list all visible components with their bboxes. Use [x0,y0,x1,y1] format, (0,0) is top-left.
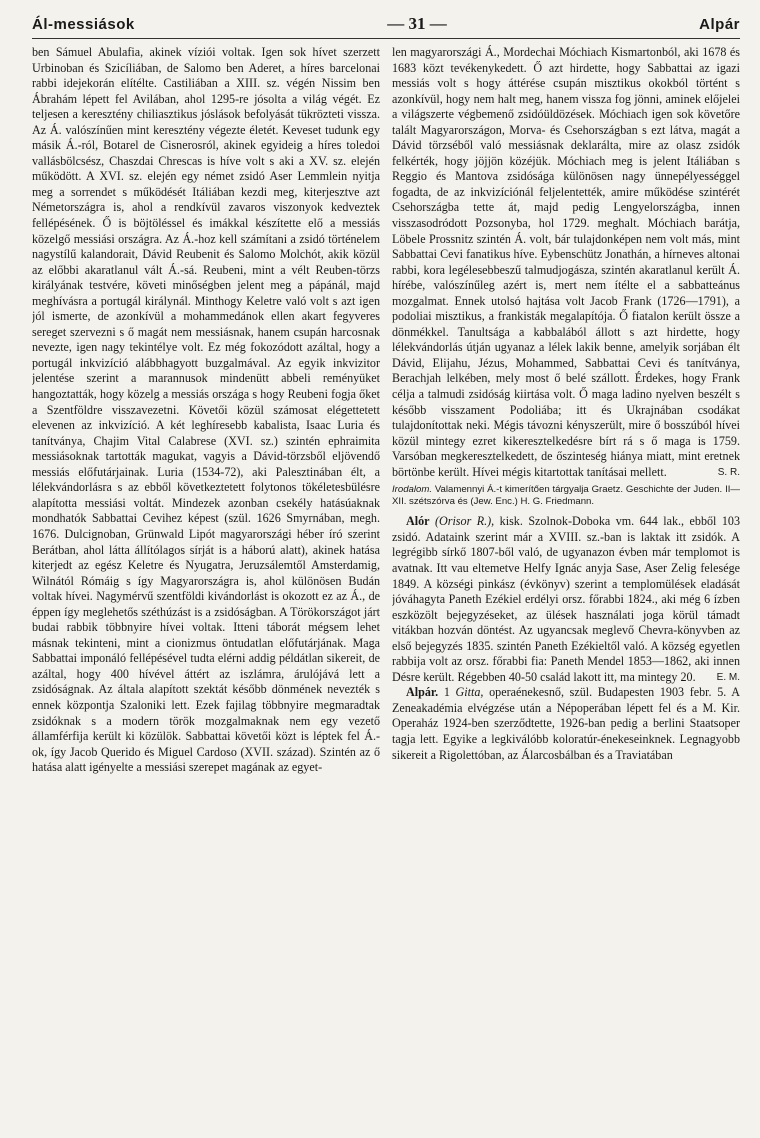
entry-alpar-num: 1 [443,685,450,700]
literature-note [392,484,740,508]
entry-alpar-alias: Gitta, [455,685,484,700]
literature-label: Irodalom. [392,484,432,496]
article-continuation-text: len magyarországi Á., Mordechai Móchiach Kismartonból, aki 1678 és 1683 közt tevékenykedett. Ő azt hirdette, hogy Sabbattai az igazi messiás volt s hogy áttérése csupán misztikus okokból történt s azonkívül, hogy nem halt meg, hanem vissza fog jönni, aminek előjelei a világszerte végbemenő zsidóüldözések. Móchiach igen sok követőre talált Magyarországon, Morva- és Csehországban s ezt látva, magát a Dávid törzséből való messiásnak deklarálta, mire az olasz zsidók felkérték, hogy jöjjön közéjük. Móchiach meg is jelent Itáliában s Reggio és Mantova zsidósága különösen nagy ünnepélyességgel fogadta, de az inkvizíciónál feljelentették, amire működése szintérét Csehországba tette át, majd pedig Lengyelországba, innen visszasodródott Pozsonyba, hol 1729. meghalt. Móchiach barátja, Löbele Prossnitz szintén Á. volt, bár tulajdonképen nem volt más, mint Sabbattai Cevi fanatikus híve. Eybenschütz Jonathán, a hírneves altonai rabbi, kora legélesebbeszű talmudjogásza, szintén akaratlanul került Á. hírébe, valószínűleg azért is, mert nem ítélte el a sabbatteánus mozgalmat. Ennek utolsó hajtása volt Jacob Frank (1726—1791), a podoliai misztikus, a frankisták megalapítója. Ő fiatalon került össze a dönmékkel. Tanultsága a kabbalából állott s azt hirdette, hogy lélekvándorlás útján ugyanaz a lélek lakik benne, amelyik sorjában élt Dávid, Elijahu, Jézus, Mohammed, Sabbattai Cevi és tanítványa, Berachjah lelkében, mely most ő belé szállott. Érdekes, hogy Frank célja a talmudi zsidóság kiirtása volt. Ő maga ladino nyelven beszélt s később visszament Podoliába; itt és Ukrajnában csodákat tulajdonítottak neki. Mégis távozni kényszerült, mire ő bosszúból hívei közül mintegy ezret kikeresztelkedésre bírt rá s ő maga is 1759. Varsóban megkeresztelkedett, de őszinteség hiánya miatt, mint eretnek börtönbe került. Hívei mégis kitartottak tanításai mellett. [392,45,740,479]
entry-alpar [392,685,740,763]
running-header [32,14,740,39]
entry-alpar-text: operaénekesnő, szül. Budapesten 1903 febr. 5. A Zeneakadémia elvégzése után a Népoperában lépett fel és a M. Kir. Operaház 1924-ben szerződtette, 1926-ban pedig a berlini Staatsoper tagja lett. Egyike a legkiválóbb koloratúr-énekeseinknek. Legnagyobb sikereit a Rigolettóban, az Álarcosbálban és a Traviatában [392,685,740,762]
entry-alpar-head: Alpár. [406,685,439,700]
text-columns [32,45,740,776]
entry-alor-text: kisk. Szolnok-Doboka vm. 644 lak., ebből 103 zsidó. Adataink szerint már a XVIII. sz.-ban is laktak itt zsidók. A legrégibb sírkő 1807-ből való, de ugyanazon évben már templomot is avatnak. Itt vau eltemetve Helfy Ignác anyja Sase, Aser Zelig felesége 1849. A községi pinkász (évkönyv) szerint a templomülések eladását jóváhagyta Paneth Ezékiel erdélyi orsz. főrabbi 1824., aki még 6 ízben eszközölt bejegyzéseket, az ülések használati joga körül támadt vitákban hozván döntést. Az ugyancsak meglevő Chevra-könyvben az első bejegyzés 1835. szintén Paneth Ezékieltől való. A község egyetlen rabbija volt az orsz. főrabbi fia: Paneth Mendel 1853—1862, aki innen Désre került. Régebben 40-50 család lakott itt, ma mintegy 20. [392,514,740,684]
entry-alor-alias: (Orisor R.), [434,514,495,529]
article-continuation [392,45,740,480]
literature-text: Valamennyi Á.-t kimerítően tárgyalja Graetz. Geschichte der Juden. II—XII. szétszórva és (Jew. Enc.) H. G. Friedmann. [392,484,740,508]
entry-alor-head: Alór [406,514,430,529]
header-left-keyword: Ál-messiások [32,16,135,33]
right-column [392,45,740,776]
page-number: — 31 — [387,14,447,33]
entry-alor [392,514,740,685]
left-column-text: ben Sámuel Abulafia, akinek víziói voltak. Igen sok hívet szerzett Urbinoban és Szicíliában, de Salomo ben Aderet, a híres barcelonai rabbi idejekorán elítélte. Castiliában a XIII. sz. végén Nissim ben Ábrahám lépett fel Avilában, ahol 1295-re jósolta a világ végét. Ez teljesen a keresztény chiliasztikus jóslások befolyását tükrözteti vissza. Az Á. valószínűen mint keresztény végezte életét. Keveset tudunk egy másik Á.-ról, Botarel de Cisnerosról, akinek egyideig a híres toledoi vallásbölcsész, Chaszdai Chrescas is híve volt s aki a XV. sz. elején működött. A XVI. sz. elején egy német zsidó Aser Lemmlein nyitja meg a sorrendet s működését Itáliában kezdi meg, kiterjesztve azt Németországra is, ahol a rendkívül zavaros viszonyok kedveztek fellépésének. Ő is böjtöléssel és imákkal készítette elő a messiás közelgő messiási országra. Az Á.-hoz kell számítani a zsidó történelem nagystílű kalandorait, Dávid Reubenit és Salomo Molchót, akik közül az előbbi akaratlanul vált Á.-sá. Reubeni, mint a vélt Reuben-törzs királyának testvére, követi minőségben jelent meg a pápánál, majd meghívásra a portugál királynál. Minthogy Keletre való volt s azt igen jól ismerte, de azonkívül a mohammedánok ellen akart fegyveres sereget szervezni s ő magát nem messiásnak, hanem csupán harcosnak nevezte, igen nagy tekintélye volt. Ez még fokozódott azáltal, hogy a portugál inkvizíció alábbhagyott buzgalmával. Az egyik inkvizitor jelentése szerint a marannusok mindenütt abbeli reményüket hangoztatták, hogy közelg a messiás országa s hogy Reubeni fogja őket a Szentföldre visszavezetni. Követői közül számosat elégettetett elevenen az inkvizíció. A két leghíresebb kabalista, Isaac Luria és tanítványa, Chajim Vital Calabrese (XVI. sz.) szintén ephraimita messiásoknak tartották magukat, vagyis a Dávid-törzsből eljövendő messiás előfutárjainak. Luria (1534-72), aki Palesztinában élt, a lélekvándorlásra s az ebből következtetett folytonos tökéletesbülésre alapította messiási voltát. Mindezek azonban csekély hatásúaknak mondhatók Sabbattai Cevihez képest (szül. 1626 Smyrnában, megh. 1676. Dulcignoban, Grünwald Lipót magyarországi héber író szerint Berátban, ahol látta állítólagos sírját is a háború alatt), akinek hatása kiterjedt az egész Keletre és Nyugatra, Jeruzsálemtől Amsterdamig, Wilnától Rómáig s így Magyarországra is, ahol különösen Budán voltak hívei. Nagymérvű szentföldi kivándorlást is okozott ez az Á., de éppen így meglehetős széthúzást is a zsidóságban. A Törökországot járt budai rabbik többnyire hívei voltak. Itteni táborát mégsem lehet másnak tekinteni, mint a cionizmus öntudatlan előfutárjának. Maga Sabbattai imponáló fellépésével tudta elérni addig példátlan sikereit, de azáltal, hogy 400 hívével áttért az iszlámra, árulójává lett a zsidóságnak. Az általa alapított szektát később dönmének nevezték s ennek központja Szaloniki lett. Ezek fajilag többnyire megmaradtak zsidóknak s a modern török mozgalmaknak nem egy vezető államférfija került ki közülök. Sabbattai követői közt is léptek fel Á.-ok, így Jacob Querido és Miguel Cardoso (XVII. század). Szintén az ő hatása alatt igényelte a messiási szerepet magának az egyet- [32,45,380,775]
entry-alor-signature: E. M. [716,671,740,683]
left-column [32,45,380,776]
article-signature: S. R. [717,466,740,478]
header-right-keyword: Alpár [699,16,740,33]
